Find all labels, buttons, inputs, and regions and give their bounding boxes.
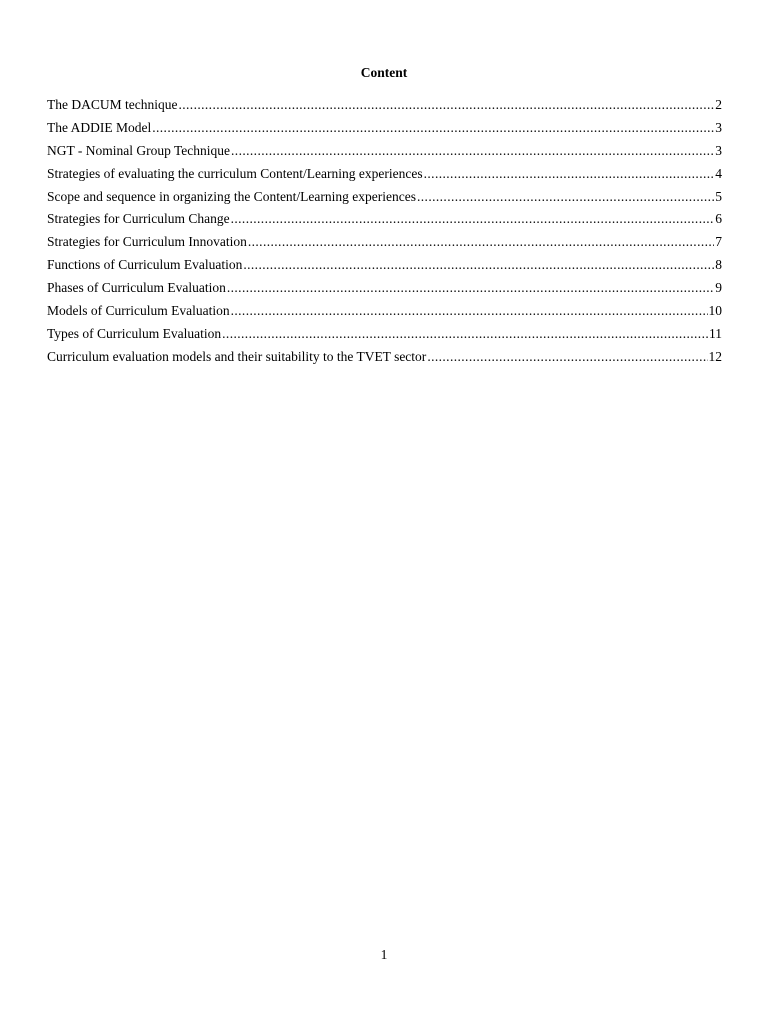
toc-leader-dots	[231, 142, 714, 160]
toc-heading: Content	[360, 65, 408, 80]
toc-entry-page: 4	[715, 165, 722, 181]
toc-entry-page: 10	[708, 303, 722, 319]
toc-entry-dacum[interactable]	[47, 96, 722, 119]
toc-entry-title: Models of Curriculum Evaluation	[47, 303, 230, 319]
toc-entry-page: 3	[715, 142, 722, 158]
toc-leader-dots	[424, 165, 715, 183]
toc-entry-curriculum-innovation[interactable]	[47, 233, 722, 256]
toc-leader-dots	[152, 119, 714, 137]
toc-entry-title: Scope and sequence in organizing the Content/Learning experiences	[47, 188, 416, 204]
toc-leader-dots	[243, 256, 714, 274]
toc-entry-curriculum-change[interactable]	[47, 210, 722, 233]
toc-entry-title: Curriculum evaluation models and their suitability to the TVET sector	[47, 348, 427, 364]
toc-entry-title: Functions of Curriculum Evaluation	[47, 257, 243, 273]
toc-leader-dots	[248, 233, 714, 251]
toc-entry-page: 2	[715, 97, 722, 112]
toc-entry-page: 8	[715, 257, 722, 273]
toc-entry-title: Strategies of evaluating the curriculum Content/Learning experiences	[47, 165, 423, 181]
toc-leader-dots	[227, 279, 714, 297]
page-number: 1	[380, 947, 388, 962]
toc-entry-title: The DACUM technique	[47, 97, 178, 112]
toc-entry-page: 11	[709, 325, 722, 341]
toc-entry-ngt[interactable]	[47, 142, 722, 165]
toc-entry-evaluation-phases[interactable]	[47, 279, 722, 302]
toc-entry-title: The ADDIE Model	[47, 119, 152, 135]
toc-entry-evaluating-strategies[interactable]	[47, 165, 722, 188]
toc-leader-dots	[427, 348, 707, 366]
toc-entry-scope-sequence[interactable]	[47, 188, 722, 211]
toc-entry-page: 12	[708, 348, 722, 364]
table-of-contents	[47, 96, 722, 371]
toc-entry-title: Strategies for Curriculum Innovation	[47, 234, 247, 250]
toc-entry-addie[interactable]	[47, 119, 722, 142]
toc-leader-dots	[222, 325, 708, 343]
toc-entry-title: Phases of Curriculum Evaluation	[47, 280, 226, 296]
toc-entry-tvet-suitability[interactable]	[47, 348, 722, 371]
toc-leader-dots	[231, 302, 708, 320]
toc-entry-evaluation-models[interactable]	[47, 302, 722, 325]
toc-entry-evaluation-types[interactable]	[47, 325, 722, 348]
toc-entry-page: 5	[715, 188, 722, 204]
toc-entry-page: 9	[715, 280, 722, 296]
toc-entry-page: 7	[715, 234, 722, 250]
toc-entry-evaluation-functions[interactable]	[47, 256, 722, 279]
toc-leader-dots	[231, 210, 715, 228]
toc-entry-title: Strategies for Curriculum Change	[47, 211, 230, 227]
toc-entry-title: NGT - Nominal Group Technique	[47, 142, 231, 158]
toc-entry-title: Types of Curriculum Evaluation	[47, 325, 222, 341]
toc-leader-dots	[178, 96, 714, 114]
toc-leader-dots	[417, 188, 714, 206]
toc-entry-page: 6	[715, 211, 722, 227]
toc-entry-page: 3	[715, 119, 722, 135]
